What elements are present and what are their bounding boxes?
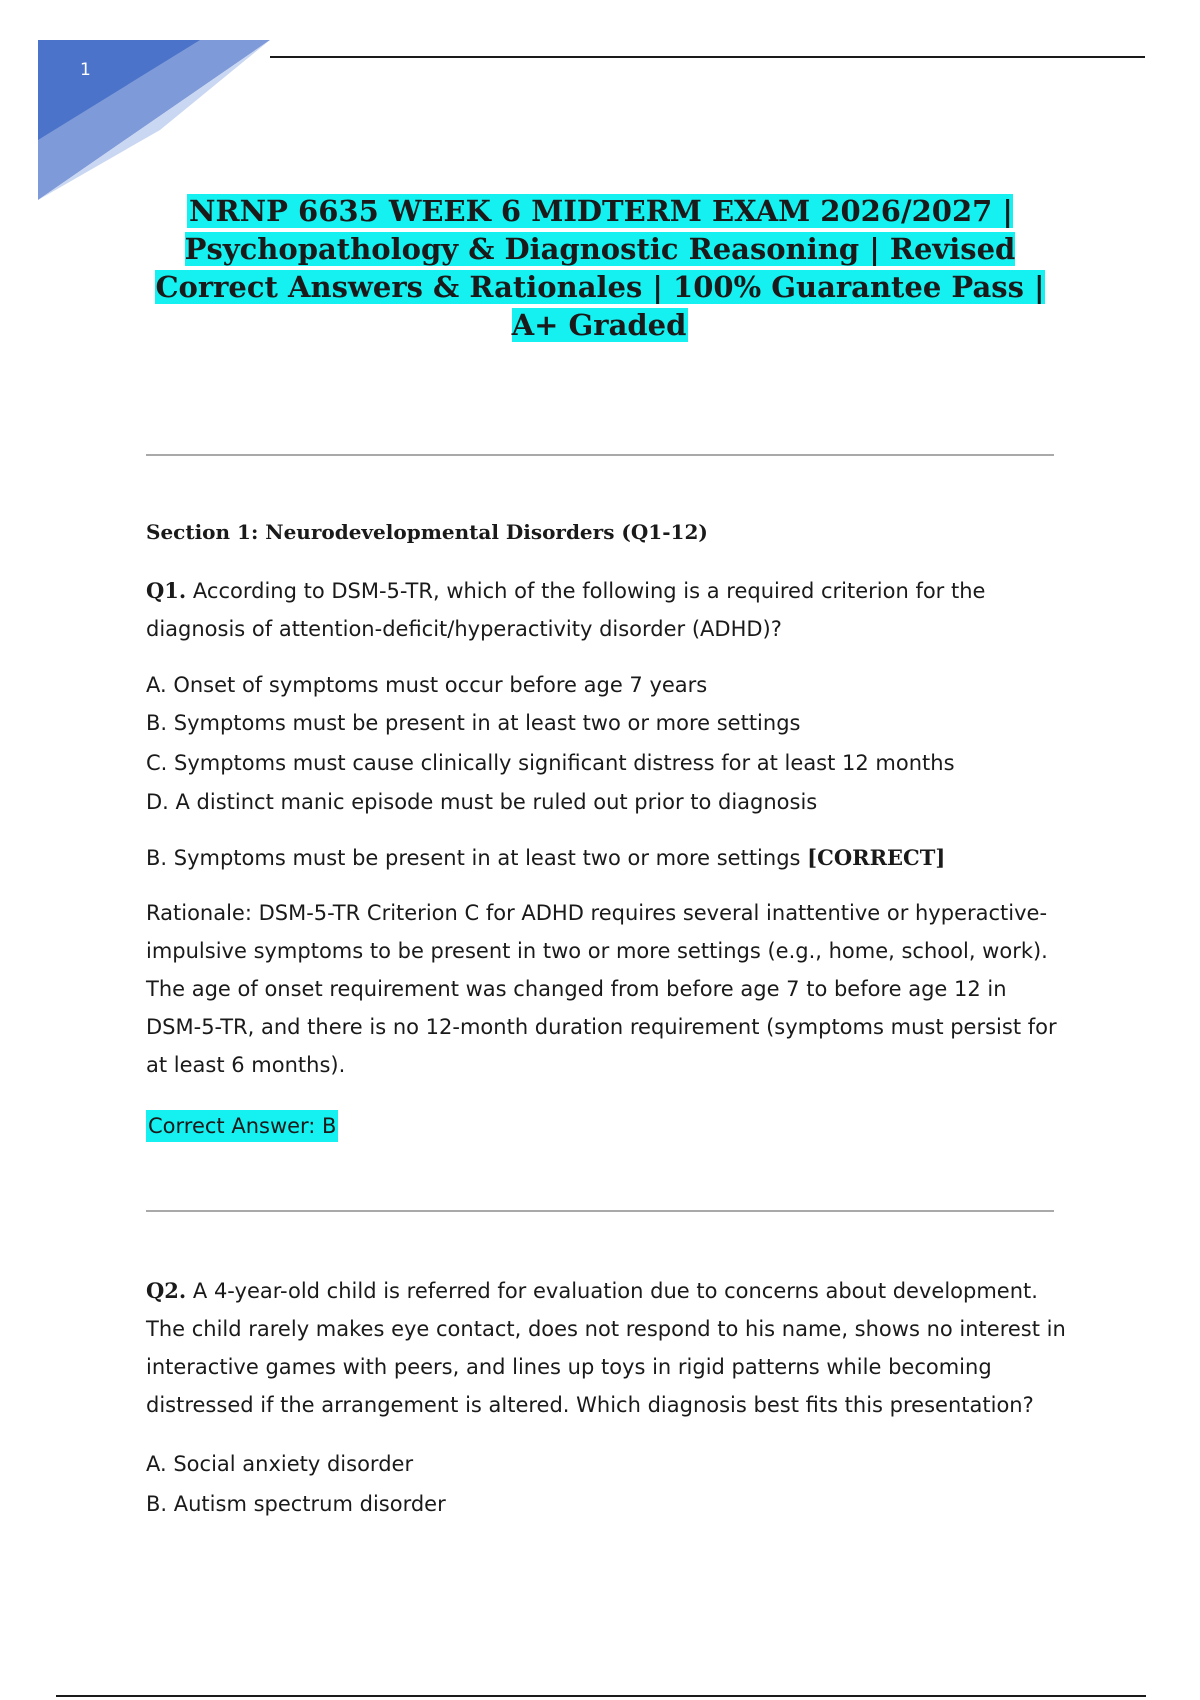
footer-rule xyxy=(56,1695,1146,1697)
document-title xyxy=(140,192,1060,344)
divider-middle xyxy=(146,1210,1054,1212)
question-2-option-b: B. Autism spectrum disorder xyxy=(146,1492,446,1516)
question-1-option-a: A. Onset of symptoms must occur before age 7 years xyxy=(146,673,708,697)
section-heading: Section 1: Neurodevelopmental Disorders (Q1-12) xyxy=(146,520,708,544)
divider-top xyxy=(146,454,1054,456)
question-2-option-a: A. Social anxiety disorder xyxy=(146,1452,414,1476)
question-2 xyxy=(146,1272,1066,1424)
question-1-option-c: C. Symptoms must cause clinically significant distress for at least 12 months xyxy=(146,751,955,775)
question-1-stem: According to DSM-5-TR, which of the following is a required criterion for the diagnosis of attention-deficit/hyperactivity disorder (ADHD)? xyxy=(146,579,986,641)
correct-answer-highlight: Correct Answer: B xyxy=(146,1110,338,1142)
question-1-rationale: Rationale: DSM-5-TR Criterion C for ADHD requires several inattentive or hyperactive-impulsive symptoms to be present in two or more settings (e.g., home, school, work). The age of onset requirement was changed from before age 7 to before age 12 in DSM-5-TR, and there is no 12-month duration requirement (symptoms must persist for at least 6 months). xyxy=(146,901,1057,1077)
selected-answer-text: B. Symptoms must be present in at least two or more settings xyxy=(146,846,801,870)
question-1-label: Q1. xyxy=(146,578,187,603)
question-1 xyxy=(146,572,1066,648)
page-number: 1 xyxy=(80,60,91,80)
header-rule xyxy=(270,56,1145,58)
question-2-label: Q2. xyxy=(146,1278,187,1303)
question-1-option-d: D. A distinct manic episode must be ruled out prior to diagnosis xyxy=(146,790,818,814)
correct-tag: [CORRECT] xyxy=(807,845,946,870)
question-1-selected-answer xyxy=(146,843,945,873)
question-2-stem: A 4-year-old child is referred for evaluation due to concerns about development. The child rarely makes eye contact, does not respond to his name, shows no interest in interactive games with peers, and lines up toys in rigid patterns while becoming distressed if the arrangement is altered. Which diagnosis best fits this presentation? xyxy=(146,1279,1066,1417)
title-highlight: NRNP 6635 WEEK 6 MIDTERM EXAM 2026/2027 | Psychopathology & Diagnostic Reasoning | Revised Correct Answers & Rationales | 100% Guarantee Pass | A+ Graded xyxy=(155,194,1045,342)
corner-decoration xyxy=(0,0,300,220)
question-1-option-b: B. Symptoms must be present in at least two or more settings xyxy=(146,711,801,735)
